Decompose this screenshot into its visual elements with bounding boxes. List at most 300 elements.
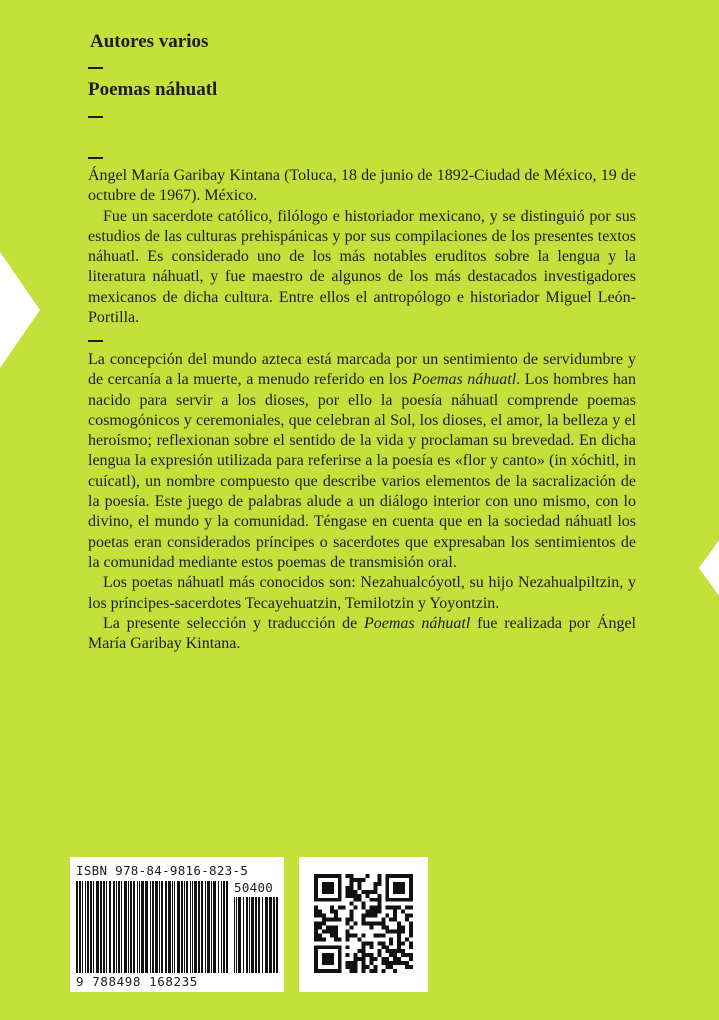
- qr-module: [397, 949, 401, 953]
- qr-module: [334, 925, 338, 929]
- qr-module: [393, 918, 397, 922]
- qr-module: [350, 882, 354, 886]
- book-title-italic: Poemas náhuatl: [412, 371, 517, 389]
- qr-module: [389, 906, 393, 910]
- qr-module: [350, 890, 354, 894]
- qr-module: [354, 894, 358, 898]
- barcode-bar: [174, 881, 175, 973]
- isbn-barcode: [70, 857, 284, 992]
- barcode-bar: [221, 881, 222, 973]
- barcode-bar: [190, 881, 191, 973]
- qr-module: [322, 937, 326, 941]
- qr-module: [397, 925, 401, 929]
- qr-module: [401, 961, 405, 965]
- barcode-bar: [213, 881, 216, 973]
- addon-barcode-bars: [234, 897, 278, 973]
- barcode-bar: [198, 881, 200, 973]
- qr-module: [354, 969, 358, 973]
- qr-module: [409, 965, 413, 969]
- barcode-bar: [226, 881, 228, 973]
- qr-module: [314, 933, 318, 937]
- barcode-bar: [82, 881, 83, 973]
- qr-module: [318, 922, 322, 926]
- barcode-bar: [85, 881, 86, 973]
- qr-module: [326, 925, 330, 929]
- qr-module: [377, 894, 381, 898]
- barcode-bar: [90, 881, 92, 973]
- qr-module: [397, 957, 401, 961]
- qr-module: [381, 922, 385, 926]
- qr-module: [409, 914, 413, 918]
- qr-module: [346, 874, 350, 878]
- decorative-triangle-left: [0, 252, 40, 368]
- barcode-bar: [124, 881, 127, 973]
- synopsis-paragraph: [88, 614, 636, 655]
- qr-module: [346, 937, 350, 941]
- barcode-bar: [103, 881, 105, 973]
- qr-module: [369, 961, 373, 965]
- qr-module: [350, 961, 354, 965]
- qr-module: [409, 925, 413, 929]
- qr-module: [405, 961, 409, 965]
- price-code: 50400: [234, 880, 274, 895]
- qr-module: [350, 874, 354, 878]
- author-bio: [88, 166, 636, 328]
- isbn-label: ISBN 978-84-9816-823-5: [76, 863, 249, 878]
- qr-module: [326, 918, 330, 922]
- qr-module: [362, 949, 366, 953]
- barcode-bar: [236, 897, 237, 973]
- qr-module: [362, 957, 366, 961]
- qr-module: [326, 929, 330, 933]
- qr-module: [389, 937, 393, 941]
- qr-module: [350, 918, 354, 922]
- qr-module: [354, 878, 358, 882]
- qr-module: [338, 918, 342, 922]
- qr-module: [314, 937, 318, 941]
- qr-module: [405, 965, 409, 969]
- qr-module: [385, 961, 389, 965]
- qr-module: [369, 914, 373, 918]
- qr-module: [369, 953, 373, 957]
- qr-module: [322, 929, 326, 933]
- synopsis-paragraph: Los poetas náhuatl más conocidos son: Nezahualcóyotl, su hijo Nezahualpiltzin, y los príncipes-sacerdotes Tecayehuatzin, Temilotzin y Yoyontzin.: [88, 574, 636, 612]
- qr-module: [358, 949, 362, 953]
- qr-module: [397, 941, 401, 945]
- qr-module: [393, 910, 397, 914]
- qr-module: [401, 949, 405, 953]
- qr-module: [385, 965, 389, 969]
- barcode-bar: [159, 881, 160, 973]
- synopsis-text: La presente selección y traducción de: [103, 614, 364, 632]
- barcode-bar: [243, 897, 245, 973]
- qr-module: [389, 918, 393, 922]
- qr-module: [354, 953, 358, 957]
- qr-module: [401, 925, 405, 929]
- qr-module: [365, 910, 369, 914]
- qr-module: [377, 949, 381, 953]
- qr-module: [350, 894, 354, 898]
- qr-module: [358, 882, 362, 886]
- qr-module: [346, 953, 350, 957]
- barcode-bar: [100, 881, 102, 973]
- barcode-bar: [269, 897, 272, 973]
- qr-module: [373, 906, 377, 910]
- qr-module: [346, 918, 350, 922]
- qr-module: [385, 949, 389, 953]
- barcode-bar: [130, 881, 132, 973]
- barcode-bar: [192, 881, 193, 973]
- qr-module: [346, 933, 350, 937]
- qr-module: [354, 922, 358, 926]
- barcode-bar: [121, 881, 122, 973]
- barcode-bar: [79, 881, 81, 973]
- barcode-bar: [238, 897, 241, 973]
- qr-module: [350, 886, 354, 890]
- qr-module: [314, 914, 318, 918]
- barcode-bar: [177, 881, 180, 973]
- barcode-bar: [218, 881, 220, 973]
- qr-module: [314, 922, 318, 926]
- qr-module: [350, 914, 354, 918]
- qr-module: [373, 957, 377, 961]
- qr-module: [334, 937, 338, 941]
- qr-module: [354, 933, 358, 937]
- qr-module: [365, 890, 369, 894]
- qr-module: [389, 949, 393, 953]
- divider-dash: [88, 67, 103, 69]
- qr-module: [314, 925, 318, 929]
- qr-module: [377, 882, 381, 886]
- qr-module: [409, 929, 413, 933]
- qr-module: [362, 890, 366, 894]
- qr-module: [318, 933, 322, 937]
- qr-module: [393, 949, 397, 953]
- qr-module: [369, 922, 373, 926]
- qr-module: [409, 933, 413, 937]
- qr-module: [322, 922, 326, 926]
- qr-module: [377, 898, 381, 902]
- synopsis-text: . Los hombres han nacido para servir a los dioses, por ello la poesía náhuatl comprende poemas cosmogónicos y ceremoniales, que celebran al Sol, los dioses, el amor, la belleza y el heroísmo; reflexionan sobre el sentido de la vida y proclaman su brevedad. En dicha lengua la expresión utilizada para referirse a la poesía es «flor y canto» (in xóchitl, in cuícatl), un nombre compuesto que describe varios elementos de la sacralización de la poesía. Este juego de palabras alude a un diálogo interior con uno mismo, con lo divino, el mundo y la comunidad. Téngase en cuenta que en la sociedad náhuatl los poetas eran considerados príncipes o sacerdotes que expresaban los sentimientos de la comunidad mediante estos poemas de transmisión oral.: [88, 371, 637, 571]
- barcode-bar: [201, 881, 203, 973]
- barcode-bar: [161, 881, 163, 973]
- divider-dash: [88, 157, 103, 159]
- qr-module: [409, 906, 413, 910]
- qr-module: [385, 914, 389, 918]
- barcode-bar: [106, 881, 107, 973]
- qr-module: [381, 957, 385, 961]
- qr-module: [401, 910, 405, 914]
- barcode-bar: [168, 881, 171, 973]
- qr-module: [338, 906, 342, 910]
- qr-module: [338, 937, 342, 941]
- barcode-bar: [172, 881, 173, 973]
- qr-module: [393, 961, 397, 965]
- barcode-bar: [128, 881, 129, 973]
- qr-module: [365, 965, 369, 969]
- barcode-bar: [87, 881, 89, 973]
- qr-module: [385, 945, 389, 949]
- barcode-bar: [116, 881, 117, 973]
- qr-module: [354, 957, 358, 961]
- qr-module: [409, 941, 413, 945]
- barcode-bar: [155, 881, 158, 973]
- book-title: Poemas náhuatl: [88, 79, 218, 100]
- qr-module: [334, 929, 338, 933]
- qr-module: [362, 953, 366, 957]
- qr-finder: [322, 953, 334, 965]
- qr-module: [318, 925, 322, 929]
- qr-module: [346, 922, 350, 926]
- barcode-bar: [96, 881, 99, 973]
- qr-module: [373, 914, 377, 918]
- qr-module: [369, 898, 373, 902]
- synopsis-paragraph: [88, 350, 636, 573]
- qr-module: [409, 922, 413, 926]
- qr-module: [397, 945, 401, 949]
- qr-module: [314, 929, 318, 933]
- barcode-bar: [234, 897, 235, 973]
- barcode-bar: [276, 897, 278, 973]
- qr-module: [346, 965, 350, 969]
- barcode-bar: [255, 897, 257, 973]
- barcode-bars: [76, 881, 228, 973]
- barcode-bar: [113, 881, 115, 973]
- qr-module: [330, 918, 334, 922]
- qr-module: [350, 965, 354, 969]
- qr-module: [362, 922, 366, 926]
- qr-module: [373, 910, 377, 914]
- qr-module: [369, 890, 373, 894]
- barcode-bar: [207, 881, 210, 973]
- qr-module: [405, 918, 409, 922]
- barcode-bar: [211, 881, 212, 973]
- qr-module: [318, 914, 322, 918]
- qr-module: [405, 914, 409, 918]
- qr-module: [381, 945, 385, 949]
- decorative-triangle-right: [699, 540, 719, 596]
- barcode-bar: [246, 897, 248, 973]
- qr-module: [350, 933, 354, 937]
- qr-module: [369, 910, 373, 914]
- book-title-italic: Poemas náhuatl: [363, 614, 471, 632]
- qr-module: [362, 969, 366, 973]
- qr-module: [354, 961, 358, 965]
- qr-module: [369, 957, 373, 961]
- qr-module: [314, 910, 318, 914]
- qr-module: [322, 918, 326, 922]
- qr-module: [358, 894, 362, 898]
- barcode-bar: [249, 897, 250, 973]
- qr-module: [377, 902, 381, 906]
- divider-dash: [88, 340, 103, 342]
- qr-module: [346, 890, 350, 894]
- qr-module: [385, 906, 389, 910]
- qr-module: [369, 941, 373, 945]
- qr-module: [362, 878, 366, 882]
- barcode-bar: [251, 897, 254, 973]
- barcode-bar: [93, 881, 94, 973]
- qr-module: [397, 929, 401, 933]
- qr-module: [369, 925, 373, 929]
- qr-module: [330, 925, 334, 929]
- synopsis-text: La concepción del mundo azteca está marcada por un sentimiento de servidumbre y de cercanía a la muerte, a menudo referido en los: [88, 351, 636, 389]
- qr-code: [299, 857, 428, 992]
- qr-module: [389, 941, 393, 945]
- barcode-bar: [109, 881, 112, 973]
- qr-module: [350, 910, 354, 914]
- qr-module: [397, 922, 401, 926]
- divider-dash: [88, 116, 103, 118]
- barcode-bar: [145, 881, 148, 973]
- qr-module: [334, 914, 338, 918]
- qr-module: [401, 929, 405, 933]
- qr-module: [389, 961, 393, 965]
- qr-finder: [322, 882, 334, 894]
- qr-module: [342, 906, 346, 910]
- qr-module: [373, 965, 377, 969]
- qr-module: [314, 906, 318, 910]
- qr-module: [330, 929, 334, 933]
- qr-module: [381, 925, 385, 929]
- qr-module: [346, 945, 350, 949]
- qr-module: [358, 957, 362, 961]
- barcode-bar: [262, 897, 264, 973]
- qr-module: [385, 957, 389, 961]
- qr-module: [365, 914, 369, 918]
- qr-module: [381, 933, 385, 937]
- qr-module: [358, 878, 362, 882]
- qr-module: [362, 961, 366, 965]
- qr-module: [350, 925, 354, 929]
- qr-module: [397, 906, 401, 910]
- qr-module: [350, 878, 354, 882]
- qr-module: [358, 898, 362, 902]
- qr-module: [365, 922, 369, 926]
- barcode-bar: [223, 881, 225, 973]
- qr-module: [369, 969, 373, 973]
- barcode-bar: [152, 881, 154, 973]
- bio-paragraph: Fue un sacerdote católico, filólogo e historiador mexicano, y se distinguió por sus estudios de las culturas prehispánicas y por sus compilaciones de los presentes textos náhuatl. Es considerado uno de los más notables eruditos sobre la lengua y la literatura náhuatl, y fue maestro de algunos de los más destacados investigadores mexicanos de dicha cultura. Entre ellos el antropólogo e historiador Miguel León-Portilla.: [88, 207, 636, 327]
- qr-module: [389, 953, 393, 957]
- qr-module: [401, 941, 405, 945]
- qr-module: [373, 886, 377, 890]
- qr-module: [318, 910, 322, 914]
- qr-finder: [393, 882, 405, 894]
- qr-module: [381, 969, 385, 973]
- barcode-bar: [141, 881, 144, 973]
- qr-module: [369, 906, 373, 910]
- qr-module: [358, 937, 362, 941]
- qr-module: [362, 906, 366, 910]
- barcode-bar: [76, 881, 78, 973]
- barcode-bar: [118, 881, 120, 973]
- qr-module: [346, 894, 350, 898]
- qr-module: [373, 882, 377, 886]
- qr-module: [362, 965, 366, 969]
- barcode-number: 9 788498 168235: [76, 974, 198, 989]
- qr-module: [401, 953, 405, 957]
- qr-module: [362, 941, 366, 945]
- qr-module: [409, 957, 413, 961]
- qr-module: [381, 941, 385, 945]
- qr-module: [373, 898, 377, 902]
- barcode-bar: [273, 897, 275, 973]
- qr-module: [322, 914, 326, 918]
- qr-module: [397, 933, 401, 937]
- qr-module: [393, 914, 397, 918]
- qr-module: [334, 910, 338, 914]
- qr-module: [393, 957, 397, 961]
- qr-module: [354, 890, 358, 894]
- barcode-bar: [133, 881, 135, 973]
- qr-module: [362, 918, 366, 922]
- barcode-bar: [137, 881, 138, 973]
- qr-module: [318, 937, 322, 941]
- qr-module: [377, 941, 381, 945]
- barcode-bar: [194, 881, 197, 973]
- book-synopsis: [88, 350, 636, 654]
- author-heading: Autores varios: [90, 31, 209, 52]
- qr-module: [389, 965, 393, 969]
- qr-module: [365, 894, 369, 898]
- qr-module: [350, 902, 354, 906]
- qr-module: [362, 933, 366, 937]
- qr-module: [373, 890, 377, 894]
- qr-module: [377, 922, 381, 926]
- qr-module: [346, 961, 350, 965]
- qr-module: [365, 953, 369, 957]
- qr-module: [405, 906, 409, 910]
- qr-module: [393, 929, 397, 933]
- qr-module: [409, 953, 413, 957]
- qr-module: [405, 937, 409, 941]
- qr-module: [334, 918, 338, 922]
- qr-module: [362, 945, 366, 949]
- qr-module: [362, 914, 366, 918]
- barcode-bar: [181, 881, 183, 973]
- qr-module: [330, 906, 334, 910]
- qr-module: [377, 933, 381, 937]
- qr-module: [330, 933, 334, 937]
- qr-module: [358, 886, 362, 890]
- qr-module: [377, 874, 381, 878]
- qr-module: [385, 925, 389, 929]
- qr-module: [393, 969, 397, 973]
- barcode-bar: [265, 897, 268, 973]
- qr-module: [393, 906, 397, 910]
- barcode-bar: [139, 881, 140, 973]
- qr-module: [381, 961, 385, 965]
- qr-module: [377, 953, 381, 957]
- bio-paragraph: Ángel María Garibay Kintana (Toluca, 18 de junio de 1892-Ciudad de México, 19 de octubre de 1967). México.: [88, 167, 636, 205]
- qr-module: [385, 929, 389, 933]
- qr-module: [365, 874, 369, 878]
- qr-module: [350, 969, 354, 973]
- barcode-bar: [186, 881, 188, 973]
- qr-module: [373, 933, 377, 937]
- barcode-bar: [258, 897, 260, 973]
- qr-module: [377, 906, 381, 910]
- qr-module: [373, 969, 377, 973]
- qr-module: [362, 902, 366, 906]
- qr-code-icon: [314, 874, 413, 973]
- barcode-bar: [165, 881, 167, 973]
- qr-module: [397, 937, 401, 941]
- qr-module: [354, 965, 358, 969]
- qr-module: [346, 929, 350, 933]
- barcode-bar: [205, 881, 206, 973]
